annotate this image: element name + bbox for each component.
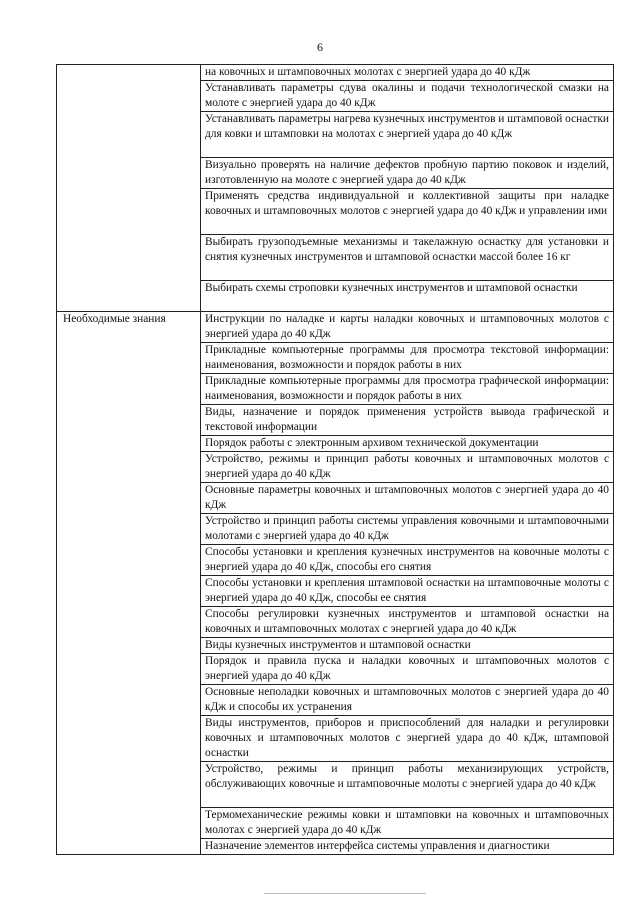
knowledge-item: Способы установки и крепления кузнечных инструментов на ковочные молоты с энергией удара до 40 кДж, способы его снятия bbox=[201, 545, 614, 576]
skill-item: на ковочных и штамповочных молотах с энергией удара до 40 кДж bbox=[201, 65, 614, 81]
knowledge-item: Порядок работы с электронным архивом технической документации bbox=[201, 436, 614, 452]
skill-item: Выбирать схемы строповки кузнечных инструментов и штамповой оснастки bbox=[201, 281, 614, 312]
knowledge-item: Виды кузнечных инструментов и штамповой оснастки bbox=[201, 638, 614, 654]
knowledge-item: Назначение элементов интерфейса системы управления и диагностики bbox=[201, 839, 614, 855]
knowledge-item: Инструкции по наладке и карты наладки ковочных и штамповочных молотов с энергией удара до 40 кДж bbox=[201, 312, 614, 343]
knowledge-item: Способы установки и крепления штамповой оснастки на штамповочные молоты с энергией удара до 40 кДж, способы ее снятия bbox=[201, 576, 614, 607]
skill-item: Визуально проверять на наличие дефектов пробную партию поковок и изделий, изготовленную на молоте с энергией удара до 40 кДж bbox=[201, 158, 614, 189]
page-number: 6 bbox=[317, 40, 323, 54]
knowledge-item: Устройство, режимы и принцип работы ковочных и штамповочных молотов с энергией удара до 40 кДж bbox=[201, 452, 614, 483]
knowledge-item: Прикладные компьютерные программы для просмотра графической информации: наименования, возможности и порядок работы в них bbox=[201, 374, 614, 405]
skill-item: Устанавливать параметры нагрева кузнечных инструментов и штамповой оснастки для ковки и штамповки на молотах с энергией удара до 40 кДж bbox=[201, 112, 614, 158]
knowledge-item: Основные параметры ковочных и штамповочных молотов с энергией удара до 40 кДж bbox=[201, 483, 614, 514]
knowledge-item: Способы регулировки кузнечных инструментов и штамповой оснастки на ковочных и штамповочных молотах с энергией удара до 40 кДж bbox=[201, 607, 614, 638]
knowledge-label: Необходимые знания bbox=[57, 312, 201, 855]
knowledge-item: Основные неполадки ковочных и штамповочных молотов с энергией удара до 40 кДж и способы их устранения bbox=[201, 685, 614, 716]
knowledge-item: Прикладные компьютерные программы для просмотра текстовой информации: наименования, возможности и порядок работы в них bbox=[201, 343, 614, 374]
knowledge-item: Виды, назначение и порядок применения устройств вывода графической и текстовой информации bbox=[201, 405, 614, 436]
table-row bbox=[57, 65, 614, 81]
knowledge-item: Устройство, режимы и принцип работы механизирующих устройств, обслуживающих ковочные и штамповочные молоты с энергией удара до 40 кДж bbox=[201, 762, 614, 808]
knowledge-item: Порядок и правила пуска и наладки ковочных и штамповочных молотов с энергией удара до 40 кДж bbox=[201, 654, 614, 685]
skill-item: Устанавливать параметры сдува окалины и подачи технологической смазки на молоте с энергией удара до 40 кДж bbox=[201, 81, 614, 112]
skill-item: Выбирать грузоподъемные механизмы и такелажную оснастку для установки и снятия кузнечных инструментов и штамповой оснастки массой более 16 кг bbox=[201, 235, 614, 281]
requirements-table bbox=[56, 64, 614, 855]
bottom-divider bbox=[264, 893, 426, 894]
skill-item: Применять средства индивидуальной и коллективной защиты при наладке ковочных и штамповочных молотов с энергией удара до 40 кДж и управлении ими bbox=[201, 189, 614, 235]
skills-label-cell bbox=[57, 65, 201, 312]
knowledge-item: Виды инструментов, приборов и приспособлений для наладки и регулировки ковочных и штамповочных молотов с энергией удара до 40 кДж, штамповой оснастки bbox=[201, 716, 614, 762]
table-row bbox=[57, 312, 614, 343]
knowledge-item: Термомеханические режимы ковки и штамповки на ковочных и штамповочных молотах с энергией удара до 40 кДж bbox=[201, 808, 614, 839]
knowledge-item: Устройство и принцип работы системы управления ковочными и штамповочными молотами с энергией удара до 40 кДж bbox=[201, 514, 614, 545]
